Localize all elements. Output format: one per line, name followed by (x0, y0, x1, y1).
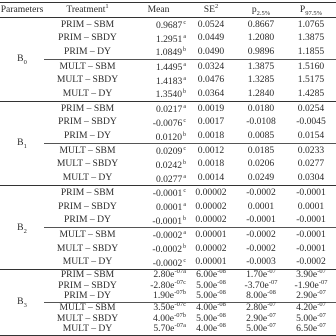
cell-mean (131, 18, 186, 32)
param-b1 (0, 102, 44, 186)
mean-value: 1.0849 (155, 47, 182, 59)
cell-se: 0.00001 (186, 228, 236, 242)
group-b1 (0, 102, 336, 186)
mean-letter: b (183, 215, 186, 222)
mean-value: 0.0277 (155, 173, 183, 185)
param-b0 (0, 18, 44, 102)
cell-se: 0.00002 (195, 214, 227, 226)
mean-value: 1.90e (153, 290, 175, 302)
header-treatment-footnote: 1 (105, 2, 109, 10)
cell-mean (131, 102, 186, 116)
cell-p25: 0.0085 (247, 130, 275, 142)
cell-treatment: PRIM – DY (64, 45, 111, 57)
p975-value: 4.20e (296, 302, 318, 314)
mean-letter: c (183, 188, 186, 195)
cell-mean (131, 116, 186, 130)
cell-p975: 1.5175 (297, 74, 325, 86)
cell-treatment: MULT – SBM (44, 303, 131, 314)
cell-p975: 1.5160 (286, 60, 336, 74)
se-exponent: -08 (217, 268, 226, 276)
table-row (0, 228, 336, 242)
cell-se: 0.0449 (197, 32, 225, 44)
cell-treatment: MULT – SBM (44, 144, 131, 158)
cell-p25: 0.8667 (247, 18, 275, 30)
se-exponent: -08 (217, 278, 226, 286)
header-p25-label: p (251, 3, 257, 15)
cell-se: 0.00002 (195, 242, 227, 254)
mean-value: 0.0209 (155, 146, 183, 158)
mean-letter: b (183, 244, 186, 250)
cell-mean (131, 144, 186, 158)
table-row (0, 60, 336, 74)
table-row (0, 324, 336, 335)
table-row (0, 74, 336, 88)
table-row (0, 144, 336, 158)
se-value: 4.00e (196, 323, 218, 335)
cell-p975: -0.0045 (296, 116, 326, 128)
param-b2 (0, 186, 44, 270)
cell-treatment: PRIM – SBM (60, 102, 115, 114)
parameters-table (0, 2, 336, 336)
cell-treatment: MULT – SBM (44, 228, 131, 242)
p975-exponent: -07 (317, 289, 326, 297)
mean-letter: a (183, 75, 186, 82)
p975-value: 6.50e (296, 323, 318, 335)
mean-value: 1.3540 (155, 89, 182, 101)
mean-value: -0.0002 (152, 257, 183, 269)
cell-se: 0.00002 (195, 186, 227, 198)
cell-se (186, 291, 236, 302)
cell-p25: 1.2840 (236, 87, 286, 101)
param-base: B (17, 53, 24, 65)
mean-value: 3.50e (153, 302, 175, 314)
cell-treatment: PRIM – DY (64, 214, 111, 226)
p25-exponent: -07 (267, 311, 276, 319)
cell-p975: 1.0765 (297, 18, 325, 30)
p975-exponent: -07 (317, 268, 326, 276)
mean-value: 0.0217 (155, 104, 183, 116)
cell-se: 0.0364 (186, 87, 236, 101)
cell-mean (131, 158, 186, 172)
mean-exponent: -07c (174, 278, 186, 286)
cell-mean (131, 186, 186, 200)
cell-p25 (236, 291, 286, 302)
cell-p975: 1.4285 (286, 87, 336, 101)
table-row (0, 214, 336, 228)
cell-p975: 1.1855 (297, 45, 325, 57)
param-base: B (17, 296, 24, 308)
cell-p25: -0.0108 (246, 116, 276, 128)
p25-exponent: -08 (267, 289, 276, 297)
cell-mean (131, 200, 186, 214)
param-subscript: 3 (23, 302, 27, 310)
cell-treatment: MULT – DY (44, 324, 131, 335)
cell-p25: -0.0002 (236, 228, 286, 242)
cell-mean (131, 45, 186, 59)
p975-exponent: -07 (317, 300, 326, 308)
table-row (0, 18, 336, 32)
cell-treatment: MULT – DY (44, 256, 131, 270)
mean-value: -0.0001 (152, 215, 182, 227)
cell-p25: -0.0001 (246, 214, 276, 226)
cell-treatment: PRIM – SBDY (58, 200, 117, 212)
cell-p975: 0.0154 (297, 130, 325, 142)
mean-exponent: -07b (174, 311, 186, 319)
p975-exponent: -07 (317, 321, 326, 329)
header-treatment (44, 3, 131, 18)
cell-se: 0.0490 (197, 45, 225, 57)
cell-mean (131, 87, 186, 101)
cell-mean (131, 130, 186, 144)
cell-p975: -0.0001 (286, 228, 336, 242)
se-exponent: -08 (217, 311, 226, 319)
cell-treatment: PRIM – SBM (60, 186, 115, 198)
cell-p25: 0.9896 (247, 45, 275, 57)
cell-treatment: MULT – SBDY (56, 74, 119, 86)
header-p975-subscript: 97.5% (305, 9, 323, 17)
cell-se: 0.0018 (197, 158, 225, 170)
p25-value: 1.70e (246, 269, 268, 281)
group-b2 (0, 186, 336, 270)
param-b3 (0, 270, 44, 335)
cell-p25: -0.0003 (236, 256, 286, 270)
cell-treatment: MULT – DY (44, 87, 131, 101)
table-row (0, 291, 336, 302)
header-se-footnote: 2 (214, 2, 219, 10)
cell-mean (131, 321, 186, 335)
p25-exponent: -07 (267, 321, 276, 329)
cell-mean (131, 214, 186, 228)
mean-letter: a (183, 201, 186, 208)
param-subscript: 0 (23, 59, 27, 67)
mean-letter: c (183, 117, 186, 124)
table-row (0, 87, 336, 101)
cell-p25: 0.0206 (247, 158, 275, 170)
param-base: B (17, 137, 24, 149)
group-b3 (0, 270, 336, 335)
se-exponent: -08 (217, 300, 226, 308)
mean-value: -2.80e (150, 279, 175, 291)
header-parameters (0, 3, 44, 18)
cell-p25: 0.0180 (247, 102, 275, 114)
header-p25-subscript: 2.5% (256, 9, 271, 17)
cell-se: 0.0324 (186, 60, 236, 74)
se-value: 6.00e (196, 269, 218, 281)
table-row (0, 102, 336, 116)
p25-exponent: -07 (267, 300, 276, 308)
cell-p25: 0.0185 (236, 144, 286, 158)
mean-value: 5.70e (153, 323, 175, 335)
cell-mean (131, 228, 186, 242)
mean-value: 1.2951 (155, 33, 183, 45)
cell-mean (131, 242, 186, 256)
cell-p975: 1.3875 (297, 32, 325, 44)
table-row (0, 158, 336, 172)
mean-letter: a (183, 104, 186, 111)
table-row (0, 45, 336, 59)
cell-p975: -0.0001 (296, 186, 326, 198)
mean-letter: a (183, 33, 186, 40)
cell-p975 (286, 321, 336, 335)
cell-p25: 0.0001 (247, 200, 275, 212)
mean-value: 0.0120 (155, 131, 182, 143)
p25-value: 8.00e (246, 290, 268, 302)
p25-value: -3.70e (244, 279, 269, 291)
cell-se (186, 321, 236, 335)
table-row (0, 256, 336, 270)
header-mean-label: Mean (147, 3, 170, 15)
cell-mean (131, 74, 186, 88)
p25-exponent: -07 (268, 278, 278, 286)
p975-value: 2.90e (296, 290, 318, 302)
cell-treatment: MULT – SBDY (56, 242, 119, 254)
p975-exponent: -07 (318, 278, 328, 286)
mean-exponent: -07c (174, 300, 186, 308)
se-value: 5.00e (196, 312, 218, 324)
cell-p25: -0.0002 (246, 242, 276, 254)
cell-p975 (286, 291, 336, 302)
mean-value: -0.0002 (152, 244, 182, 256)
mean-exponent: -07b (174, 289, 186, 297)
cell-mean (131, 32, 186, 46)
se-exponent: -08 (217, 321, 226, 329)
cell-p975: 0.0277 (297, 158, 325, 170)
mean-value: 0.9687 (155, 20, 183, 32)
header-parameters-label: Parameters (0, 3, 44, 15)
mean-exponent: -07a (174, 268, 186, 276)
cell-treatment: PRIM – SBDY (58, 32, 117, 44)
table-row (0, 172, 336, 186)
cell-p975: -0.0001 (296, 214, 326, 226)
cell-treatment: MULT – SBDY (56, 312, 119, 324)
mean-value: 1.4495 (155, 62, 183, 74)
param-subscript: 1 (23, 143, 27, 151)
mean-letter: a (183, 173, 186, 180)
cell-treatment: PRIM – DY (64, 290, 111, 302)
table-row (0, 200, 336, 214)
table-row (0, 186, 336, 200)
cell-se: 0.00001 (186, 256, 236, 270)
se-value: 5.00e (196, 290, 218, 302)
cell-p25: 1.3875 (236, 60, 286, 74)
se-value: 4.00e (196, 302, 218, 314)
cell-p25: -0.0002 (246, 186, 276, 198)
cell-se: 0.0018 (197, 130, 225, 142)
mean-value: -0.0001 (152, 188, 183, 200)
cell-p975: 0.0233 (286, 144, 336, 158)
cell-p975: -0.0001 (296, 242, 326, 254)
param-subscript: 2 (23, 227, 27, 235)
cell-p25: 1.3285 (247, 74, 275, 86)
mean-letter: c (183, 20, 186, 26)
cell-treatment: MULT – SBDY (56, 158, 119, 170)
header-mean (131, 3, 186, 18)
table-row (0, 32, 336, 46)
mean-value: -0.0002 (152, 230, 183, 242)
p25-exponent: -07 (267, 268, 276, 276)
table-row (0, 116, 336, 130)
cell-p975: 0.0304 (286, 172, 336, 186)
header-p975-label: P (299, 3, 306, 15)
mean-value: 0.0001 (155, 202, 183, 214)
se-exponent: -08 (217, 289, 226, 297)
table-header (0, 3, 336, 18)
header-se-label: SE (203, 3, 215, 15)
p25-value: 2.80e (246, 302, 268, 314)
mean-letter: c (183, 146, 186, 153)
cell-treatment: PRIM – DY (64, 130, 111, 142)
p25-value: 5.00e (246, 323, 268, 335)
mean-value: 4.00e (153, 312, 175, 324)
p975-value: 3.90e (296, 269, 318, 281)
p975-value: -1.90e (294, 279, 319, 291)
mean-letter: a (183, 230, 186, 237)
cell-treatment: MULT – SBM (44, 60, 131, 74)
cell-se: 0.0017 (197, 116, 225, 128)
table-row (0, 242, 336, 256)
cell-p975: 0.0254 (297, 102, 325, 114)
cell-se: 0.00002 (195, 200, 227, 212)
header-p25 (236, 3, 286, 18)
group-b0 (0, 18, 336, 102)
mean-exponent: -07a (174, 321, 186, 329)
table-row (0, 130, 336, 144)
mean-letter: b (183, 47, 186, 54)
p25-value: 2.90e (246, 312, 268, 324)
p975-exponent: -07 (317, 311, 326, 319)
cell-se: 0.0524 (197, 18, 225, 30)
p975-value: 5.00e (296, 312, 318, 324)
header-p975 (286, 3, 336, 18)
mean-letter: b (183, 89, 186, 96)
cell-se: 0.0019 (197, 102, 225, 114)
cell-p25: 0.0249 (236, 172, 286, 186)
cell-treatment: PRIM – SBDY (58, 116, 117, 128)
cell-treatment: PRIM – SBDY (58, 279, 117, 291)
cell-treatment: MULT – DY (44, 172, 131, 186)
header-row (0, 3, 336, 18)
mean-value: 0.0242 (155, 160, 182, 172)
cell-treatment: PRIM – SBM (60, 18, 115, 30)
cell-se: 0.0012 (186, 144, 236, 158)
cell-se: 0.0476 (197, 74, 225, 86)
mean-value: 2.80e (153, 269, 175, 281)
cell-p25 (236, 321, 286, 335)
mean-value: 1.4183 (155, 75, 183, 87)
header-treatment-label: Treatment (66, 3, 106, 15)
param-base: B (17, 221, 24, 233)
se-value: 5.00e (196, 279, 218, 291)
mean-letter: b (183, 159, 186, 166)
cell-p975: -0.0002 (286, 256, 336, 270)
cell-se: 0.0014 (186, 172, 236, 186)
mean-value: -0.0076 (152, 118, 183, 129)
mean-letter: b (183, 131, 186, 138)
cell-mean (131, 172, 186, 186)
cell-p25: 1.2080 (247, 32, 275, 44)
mean-letter: c (183, 257, 186, 264)
mean-letter: a (183, 62, 186, 69)
cell-treatment: PRIM – SBM (60, 269, 115, 281)
header-se (186, 3, 236, 18)
cell-p975: 0.0001 (297, 200, 325, 212)
cell-mean (131, 60, 186, 74)
